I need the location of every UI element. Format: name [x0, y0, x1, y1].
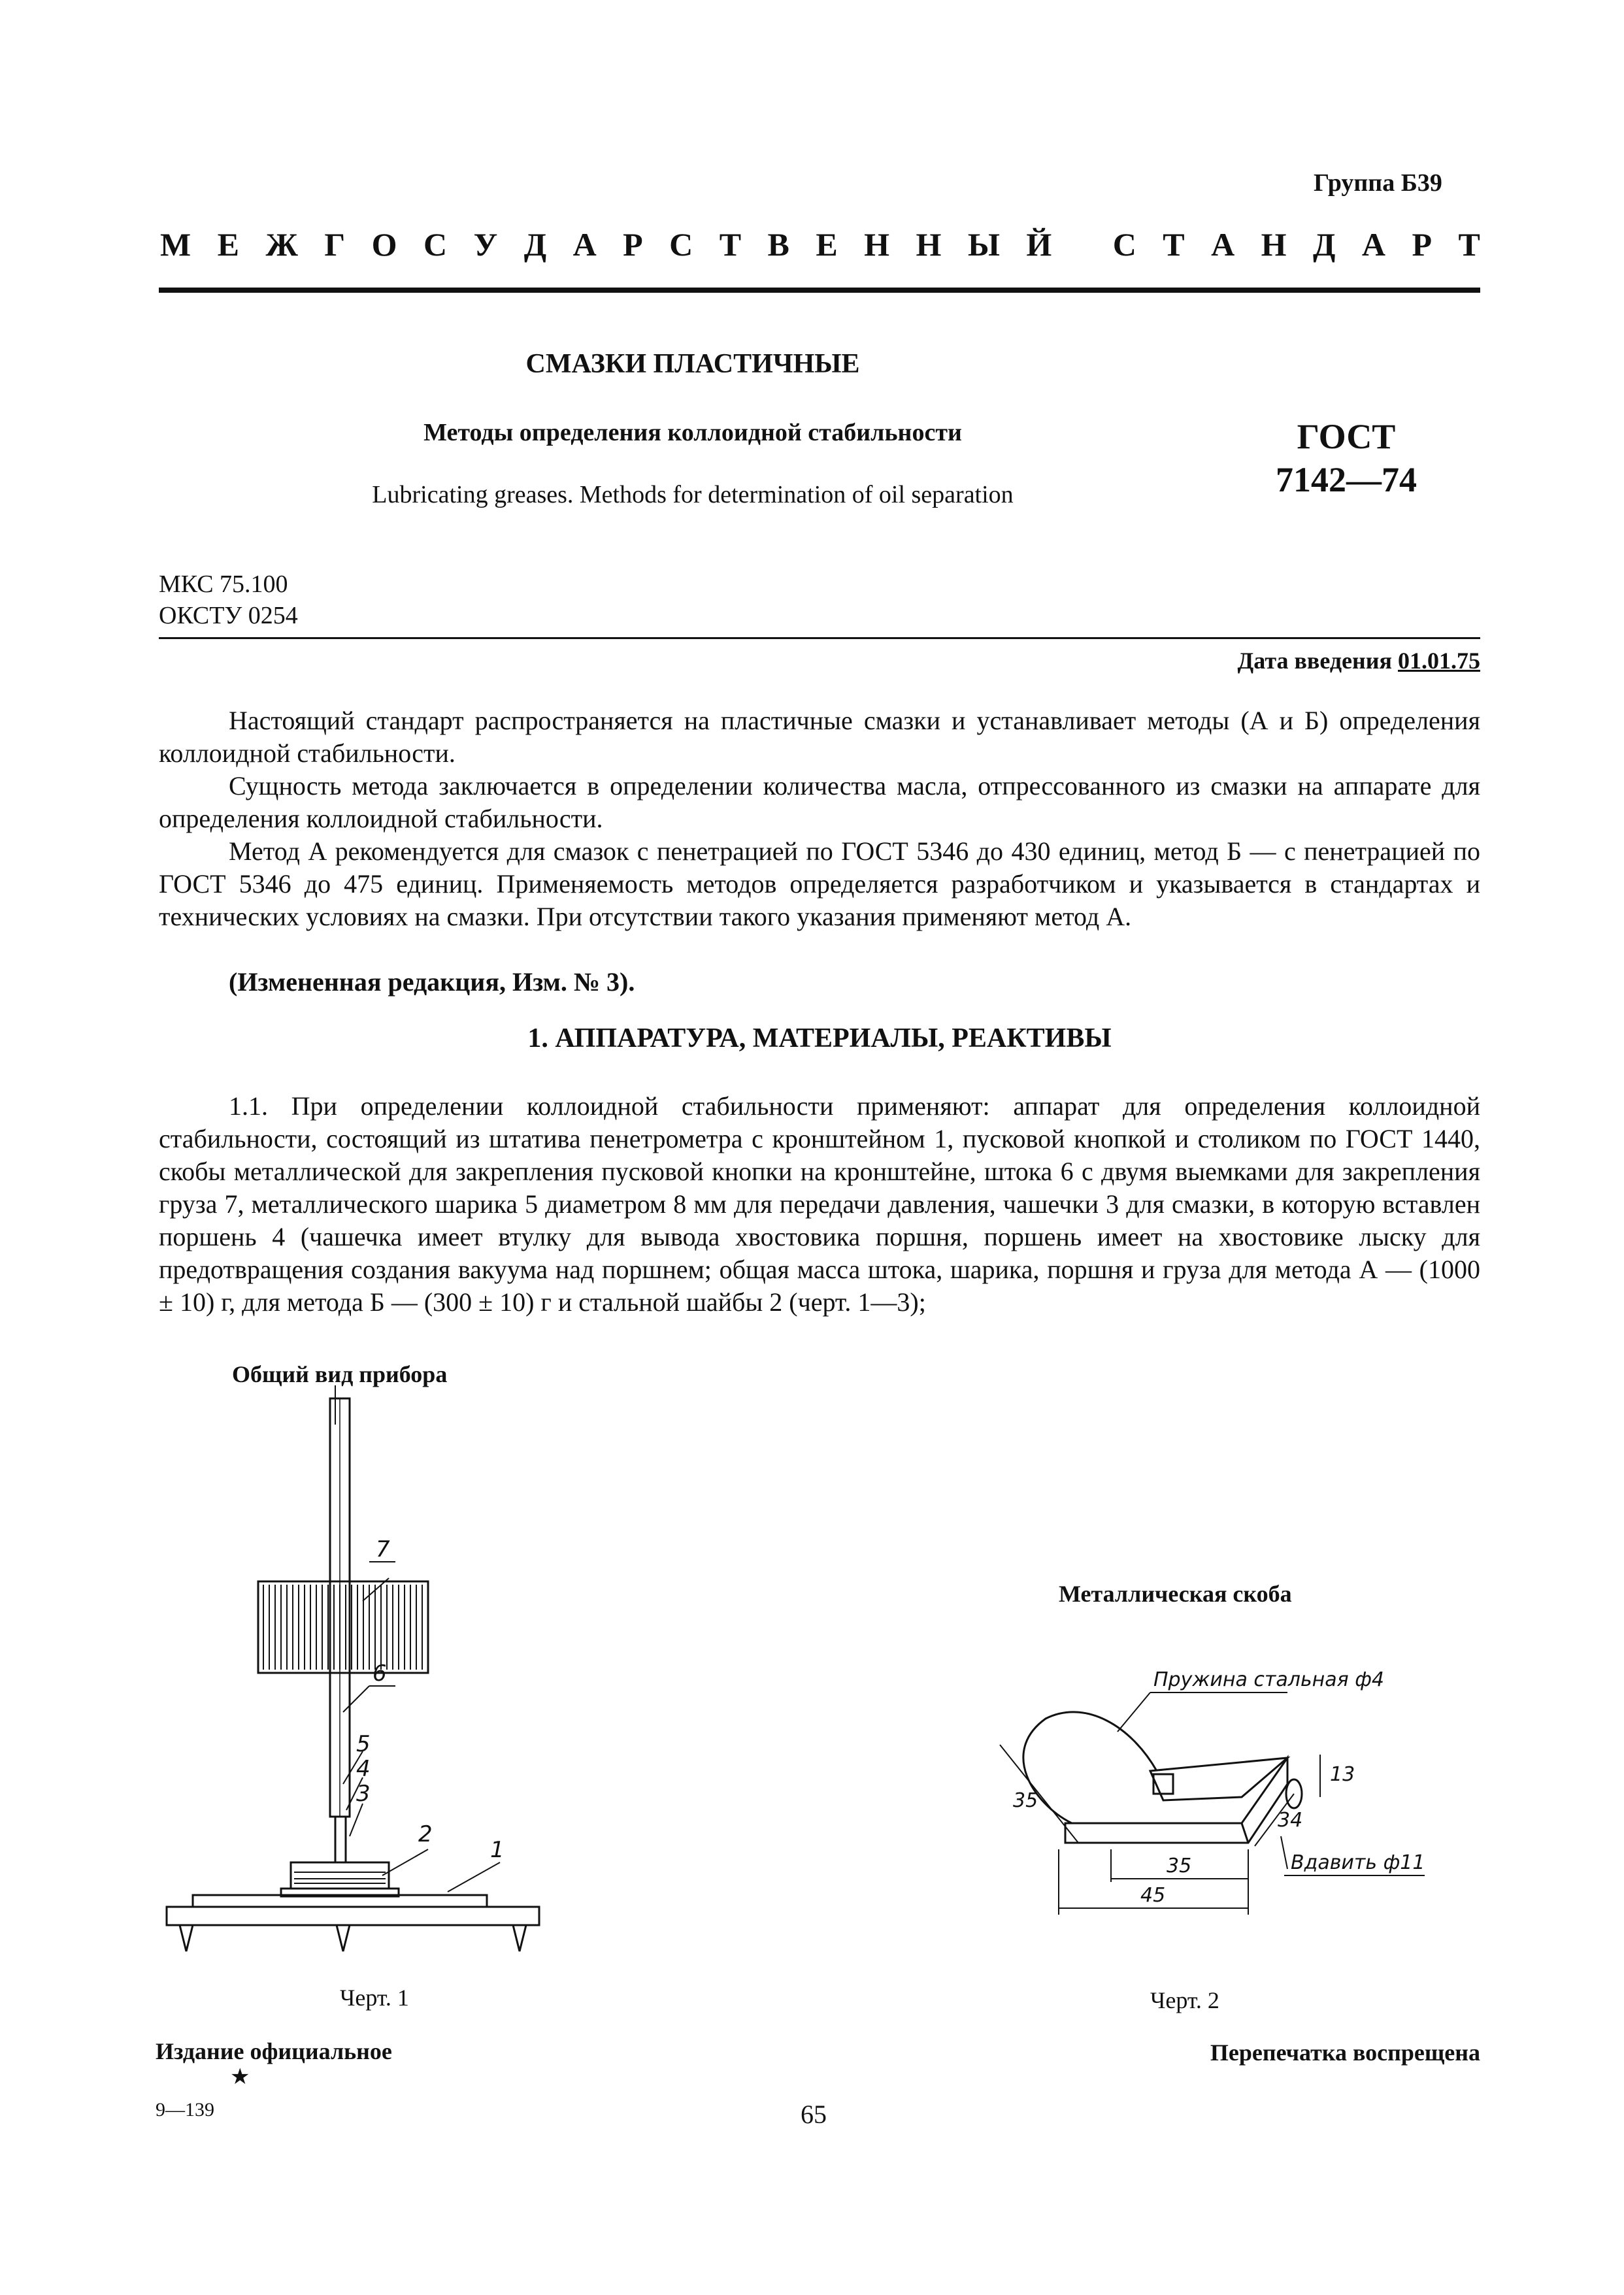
- figure1-caption: Черт. 1: [340, 1985, 409, 2011]
- callout-4: 4: [356, 1756, 371, 1782]
- star-icon: ★: [230, 2065, 250, 2089]
- print-code: 9—139: [156, 2099, 214, 2121]
- figure2-caption: Черт. 2: [1150, 1987, 1219, 2013]
- dim-35: 35: [1167, 1855, 1192, 1877]
- apparatus-drawing: [154, 1385, 559, 1980]
- header-rule: [159, 288, 1480, 293]
- callout-5: 5: [356, 1731, 371, 1757]
- banner-letter: Й: [1026, 226, 1052, 263]
- press-note: Вдавить ф11: [1291, 1851, 1425, 1874]
- rod-tip: [335, 1817, 346, 1862]
- section-heading: 1. АППАРАТУРА, МАТЕРИАЛЫ, РЕАКТИВЫ: [527, 1023, 1112, 1053]
- banner-letter: Н: [1261, 226, 1287, 263]
- banner-letter: Т: [1163, 226, 1185, 263]
- banner-letter: Н: [864, 226, 890, 263]
- banner-letter: [1078, 225, 1087, 263]
- banner-letter: У: [473, 226, 498, 263]
- banner-letter: О: [371, 226, 397, 263]
- callout-6: 6: [373, 1660, 387, 1687]
- foot-left: [180, 1925, 193, 1951]
- banner-letter: С: [669, 226, 693, 263]
- dim-13: 13: [1330, 1763, 1355, 1786]
- foot-middle: [337, 1925, 350, 1951]
- banner-letter: С: [1112, 226, 1136, 263]
- amendment-note: (Измененная редакция, Изм. № 3).: [229, 967, 635, 997]
- callout-3: 3: [356, 1781, 371, 1807]
- paragraph-essence: Сущность метода заключается в определении количества масла, отпрессованного из смазки на аппарате для определения коллоидной стабильности.: [159, 771, 1480, 833]
- reprint-notice: Перепечатка воспрещена: [1210, 2039, 1480, 2066]
- figure2-label: Металлическая скоба: [1059, 1581, 1292, 1607]
- banner-letter: В: [767, 226, 789, 263]
- foot-right: [513, 1925, 526, 1951]
- classification-codes: [159, 569, 298, 631]
- callout-1: 1: [490, 1837, 505, 1863]
- okstu-code: ОКСТУ 0254: [159, 602, 298, 629]
- spring-coil: [1023, 1712, 1157, 1823]
- paragraph-scope: Настоящий стандарт распространяется на пластичные смазки и устанавливает методы (А и Б) определения коллоидной стабильности.: [159, 706, 1480, 768]
- banner-letter: Т: [1458, 226, 1480, 263]
- classification-rule: [159, 637, 1480, 639]
- banner-letter: Н: [916, 226, 942, 263]
- weight-7: [258, 1581, 428, 1673]
- figure1-label: Общий вид прибора: [232, 1361, 448, 1387]
- callout-2: 2: [418, 1821, 433, 1847]
- gost-label: ГОСТ: [1297, 417, 1396, 456]
- banner-letter: Р: [1412, 226, 1432, 263]
- introduction-date: [1176, 647, 1480, 674]
- banner-letter: Е: [816, 226, 838, 263]
- gost-code: 7142—74: [1276, 460, 1417, 499]
- banner-letter: Р: [623, 226, 643, 263]
- banner-letter: С: [423, 226, 448, 263]
- banner-letter: Ж: [265, 226, 298, 263]
- paragraph-apparatus: 1.1. При определении коллоидной стабильности применяют: аппарат для определения коллоидной стабильности, состоящий из штатива пенетрометра с кронштейном 1, пусковой кнопкой и столиком по ГОСТ 1440, скобы металлической для закрепления пусковой кнопки на кронштейне, штока 6 с двумя выемками для закрепления груза 7, металлического шарика 5 диаметром 8 мм для передачи давления, чашечки 3 для смазки, в которую вставлен поршень 4 (чашечка имеет втулку для вывода хвостовика поршня, поршень имеет на хвостовике лыску для предотвращения создания вакуума над поршнем; общая масса штока, шарика, поршня и груза для метода А — (1000 ± 10) г, для метода Б — (300 ± 10) г и стальной шайбы 2 (черт. 1—3);: [159, 1091, 1480, 1317]
- banner-letter: Ы: [967, 226, 1000, 263]
- date-label: Дата введения: [1237, 648, 1392, 674]
- gost-number: [1261, 415, 1431, 501]
- english-title: Lubricating greases. Methods for determination of oil separation: [372, 481, 1014, 508]
- banner-letter: Е: [217, 226, 240, 263]
- group-code: Группа Б39: [1314, 169, 1442, 197]
- dim-35-diagonal: 35: [1013, 1789, 1038, 1812]
- dim-45: 45: [1140, 1884, 1166, 1907]
- standard-banner: [160, 225, 1480, 263]
- banner-letter: А: [1361, 226, 1385, 263]
- paragraph-methods: Метод А рекомендуется для смазок с пенетрацией по ГОСТ 5346 до 430 единиц, метод Б — с пенетрацией по ГОСТ 5346 до 475 единиц. Применяемость методов определяется разработчиком и указывается в стандартах и технических условиях на смазки. При отсутствии такого указания применяют метод А.: [159, 836, 1480, 931]
- official-edition: Издание официальное: [156, 2038, 392, 2064]
- banner-letter: Д: [523, 226, 547, 263]
- date-value: 01.01.75: [1398, 648, 1480, 674]
- banner-letter: А: [572, 226, 597, 263]
- mks-code: МКС 75.100: [159, 570, 288, 598]
- bracket-drawing: [921, 1653, 1444, 1967]
- banner-letter: Д: [1313, 226, 1336, 263]
- banner-letter: М: [160, 226, 191, 263]
- banner-letter: Г: [324, 226, 346, 263]
- base-plate: [167, 1907, 539, 1925]
- banner-letter: А: [1211, 226, 1235, 263]
- document-subtitle: Методы определения коллоидной стабильности: [423, 419, 962, 446]
- dim-34: 34: [1278, 1809, 1303, 1832]
- spring-note: Пружина стальная ф4: [1153, 1668, 1384, 1691]
- callout-7: 7: [376, 1536, 390, 1562]
- grease-cup: [291, 1862, 389, 1889]
- page-number: 65: [801, 2100, 827, 2129]
- document-title: СМАЗКИ ПЛАСТИЧНЫЕ: [525, 349, 860, 379]
- banner-letter: Т: [719, 226, 742, 263]
